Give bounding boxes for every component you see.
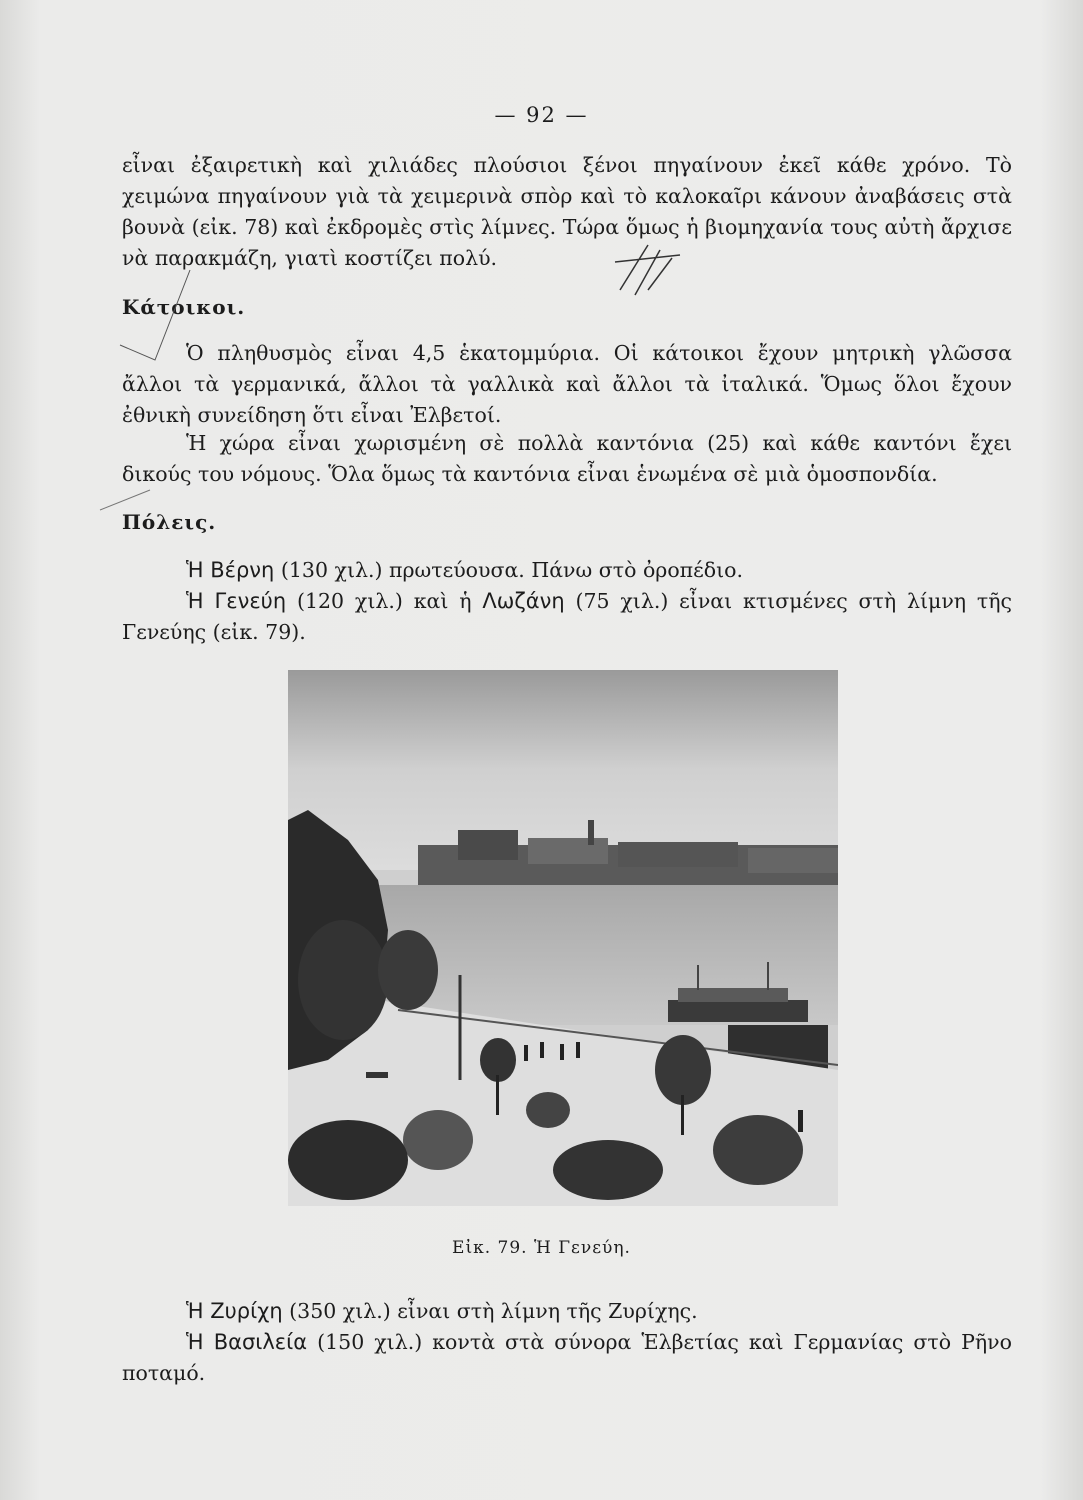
city-zurich: Ἡ Ζυρίχη (186, 1299, 283, 1323)
city-bern: Ἡ Βέρνη (186, 558, 275, 582)
basel-text: (150 χιλ.) κοντὰ στὰ σύνορα Ἑλβετίας καὶ Γερμανίας στὸ Ρῆνο ποταμό. (122, 1330, 1012, 1385)
bern-text: (130 χιλ.) πρωτεύουσα. Πάνω στὸ ὀροπέδιο. (274, 558, 744, 582)
intro-paragraph: εἶναι ἐξαιρετικὴ καὶ χιλιάδες πλούσιοι ξένοι πηγαίνουν ἐκεῖ κάθε χρόνο. Τὸ χειμώνα πηγαίνουν γιὰ τὰ χειμερινὰ σπὸρ καὶ τὸ καλοκαῖρι κάνουν ἀναβάσεις στὰ βουνὰ (εἰκ. 78) καὶ ἐκδρομὲς στὶς λίμνες. Τώρα ὅμως ἡ βιομηχανία τους αὐτὴ ἄρχισε νὰ παρακμάζη, γιατὶ κοστίζει πολύ. (122, 153, 1012, 270)
geneva-text-2: (75 χιλ.) εἶναι κτισμένες στὴ λίμνη τῆς Γενεύης (εἰκ. 79). (122, 589, 1013, 644)
heading-inhabitants: Κάτοικοι. (122, 295, 246, 319)
city-basel: Ἡ Βασιλεία (186, 1330, 308, 1354)
page-number: — 92 — (494, 103, 589, 127)
figure-caption: Εἰκ. 79. Ἡ Γενεύη. (452, 1238, 631, 1258)
heading-cities: Πόλεις. (122, 510, 217, 534)
city-lausanne: Λωζάνη (482, 589, 565, 613)
zurich-text: (350 χιλ.) εἶναι στὴ λίμνη τῆς Ζυρίχης. (282, 1299, 698, 1323)
inhabitants-paragraph-2: Ἡ χώρα εἶναι χωρισμένη σὲ πολλὰ καντόνια (25) καὶ κάθε καντόνι ἔχει δικούς του νόμους. Ὅλα ὅμως τὰ καντόνια εἶναι ἑνωμένα σὲ μιὰ ὁμοσπονδία. (122, 431, 1012, 486)
geneva-text-1: (120 χιλ.) καὶ ἡ (286, 589, 483, 613)
inhabitants-paragraph-1: Ὁ πληθυσμὸς εἶναι 4,5 ἑκατομμύρια. Οἱ κάτοικοι ἔχουν μητρικὴ γλῶσσα ἄλλοι τὰ γερμανικά, ἄλλοι τὰ γαλλικὰ καὶ ἄλλοι τὰ ἰταλικά. Ὅμως ὅλοι ἔχουν ἐθνικὴ συνείδηση ὅτι εἶναι Ἐλβετοί. (122, 341, 1012, 427)
city-geneva: Ἡ Γενεύη (186, 589, 287, 613)
